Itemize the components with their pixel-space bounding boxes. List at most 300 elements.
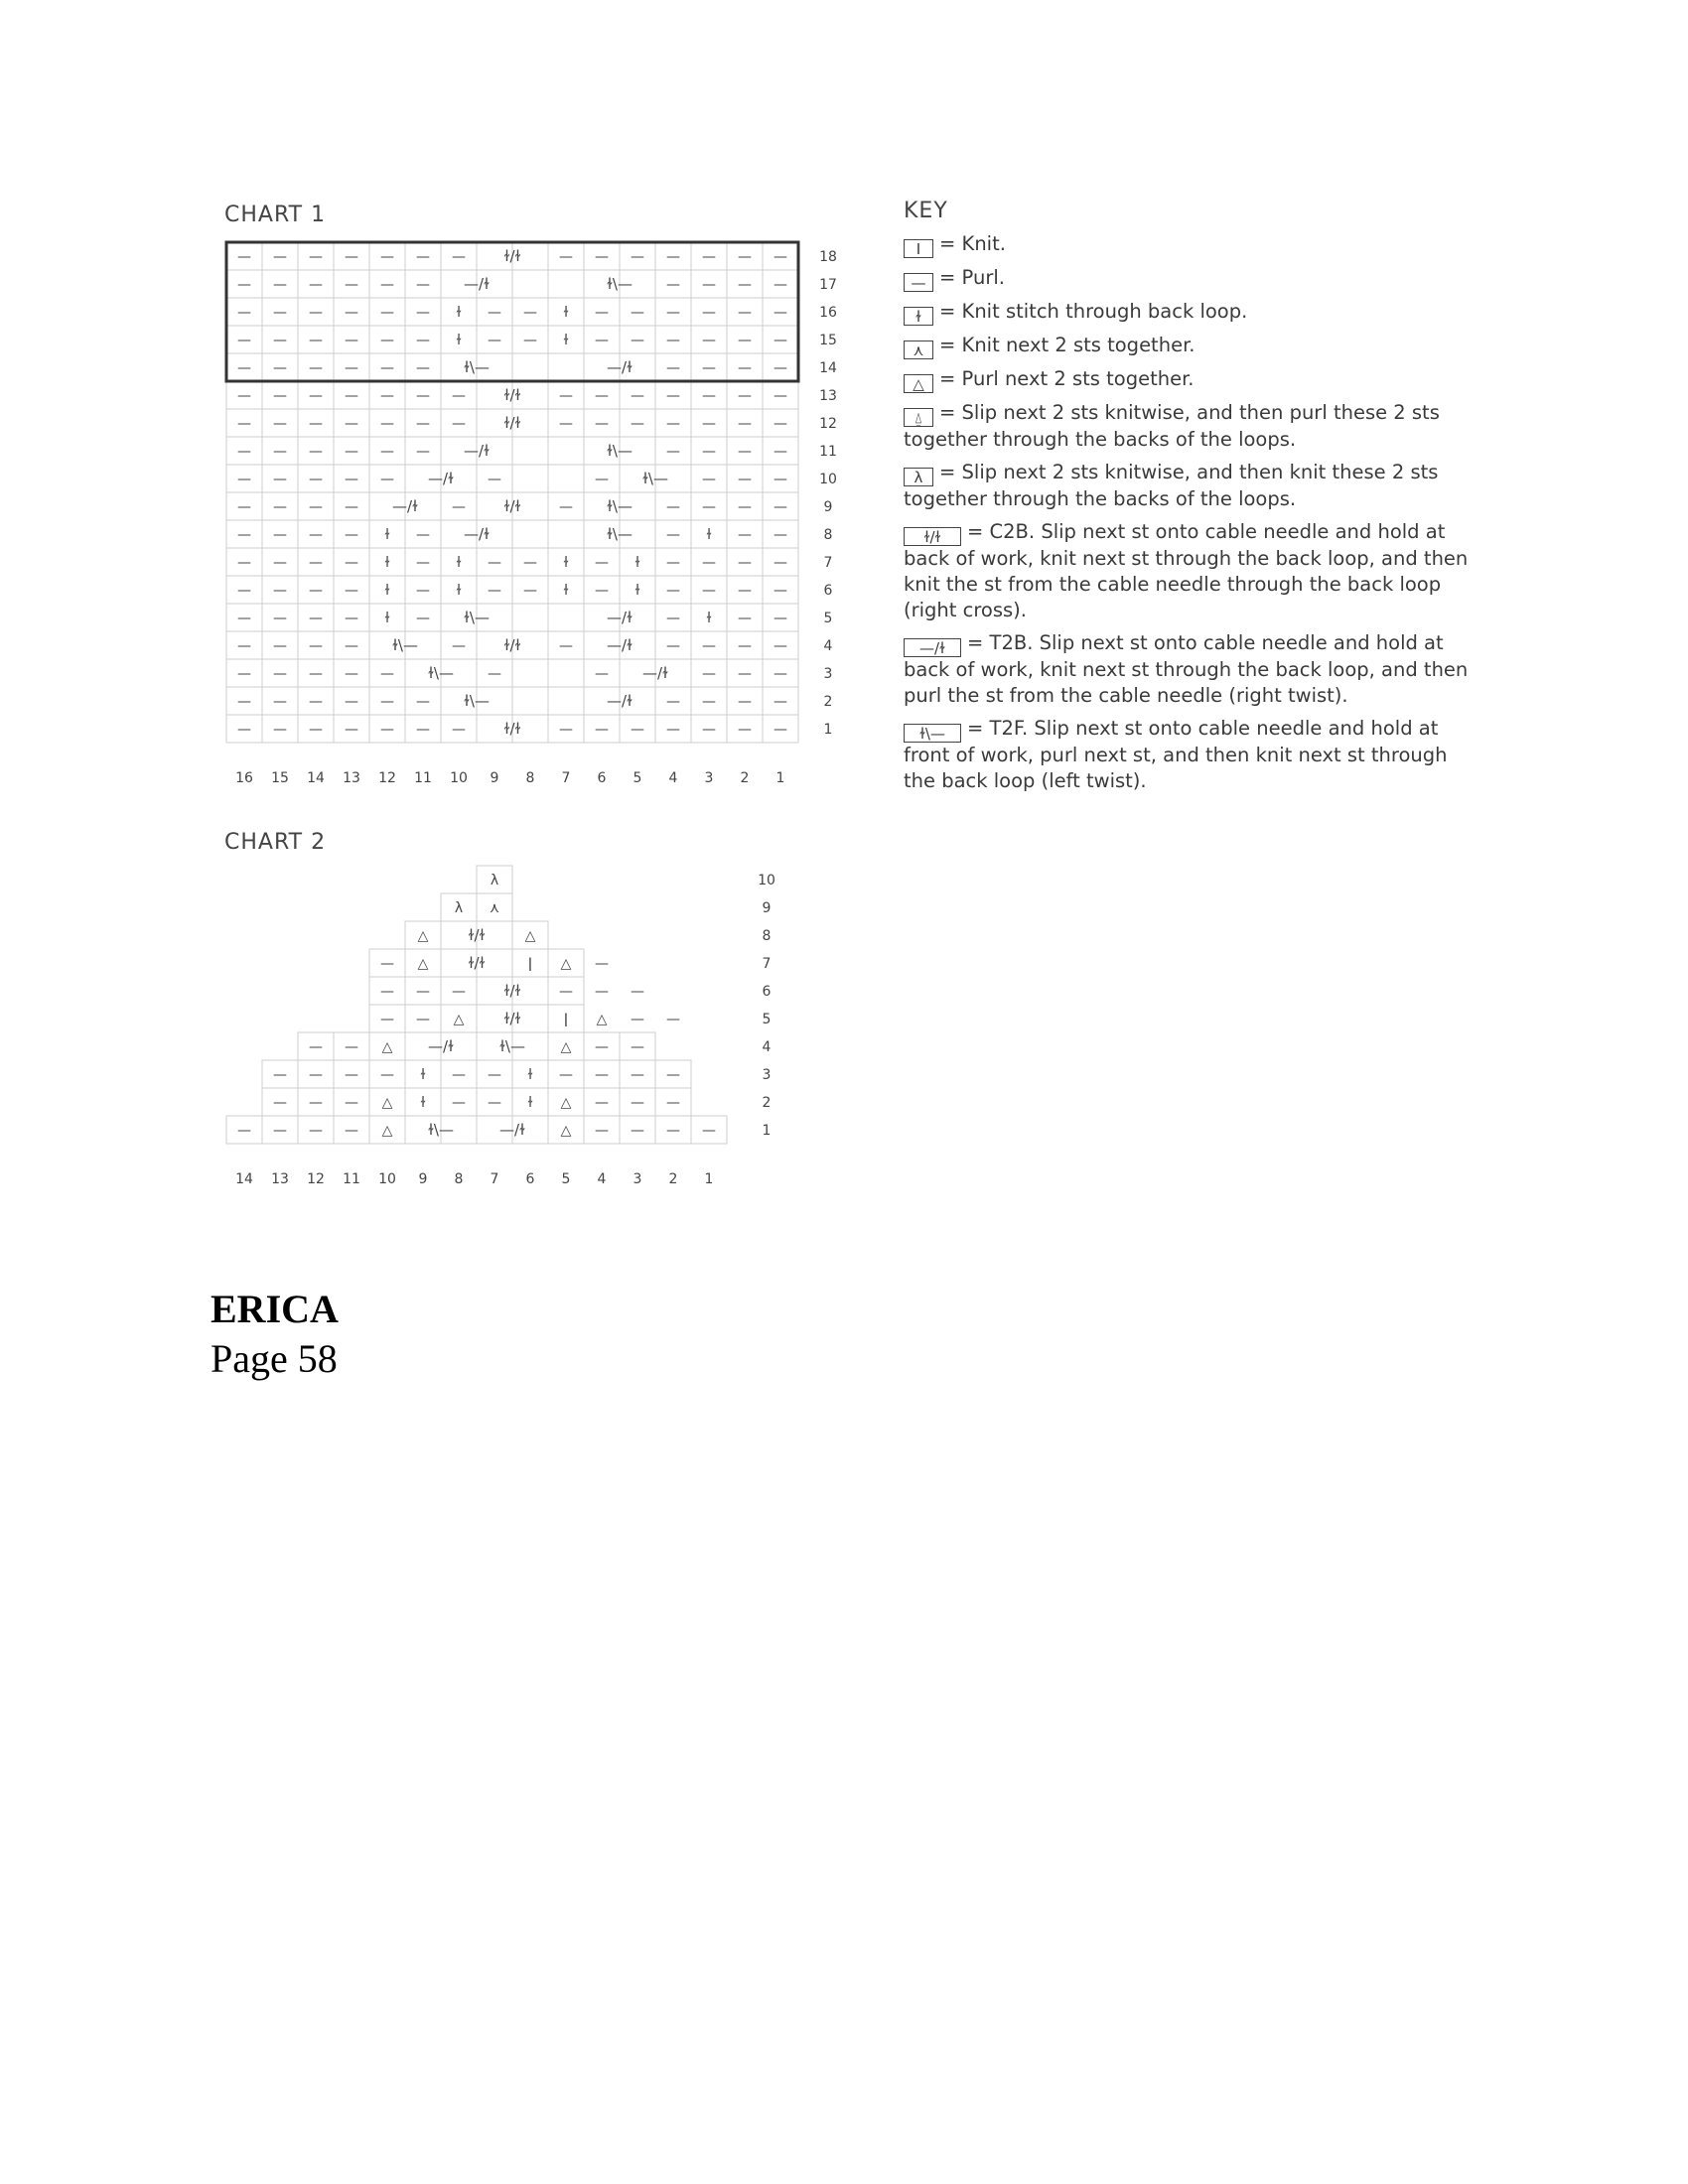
purl-cell: — xyxy=(774,611,787,626)
stitch-cell: λ xyxy=(490,873,499,888)
purl-cell: — xyxy=(774,555,787,571)
cable-symbol-c2b: ɫ/ɫ xyxy=(503,720,521,738)
stitch-cell: — xyxy=(666,1095,680,1111)
ssp-symbol-icon: ⍙ xyxy=(904,408,933,427)
purl-cell: — xyxy=(774,499,787,515)
col-number: 5 xyxy=(561,1171,571,1187)
purl-cell: — xyxy=(738,583,752,599)
purl-cell: — xyxy=(237,611,251,626)
purl-cell: — xyxy=(666,333,680,348)
purl-cell: — xyxy=(309,277,323,293)
purl-cell: — xyxy=(738,499,752,515)
key-legend xyxy=(904,199,1479,801)
purl-cell: — xyxy=(237,555,251,571)
purl-cell: — xyxy=(666,555,680,571)
row-number: 3 xyxy=(762,1067,772,1083)
purl-cell: — xyxy=(595,555,609,571)
key-item-c2b: ɫ/ɫ = C2B. Slip next st onto cable needle and hold at back of work, knit next st through the back loop, and then knit the st from the cable needle through the back loop (right cross). xyxy=(904,520,1469,621)
stitch-cell: — xyxy=(380,956,394,972)
purl-cell: — xyxy=(273,249,287,265)
purl-cell: — xyxy=(237,527,251,543)
purl-cell: — xyxy=(774,388,787,404)
purl-cell: — xyxy=(702,638,716,654)
stitch-cell: — xyxy=(452,984,466,1000)
col-number: 2 xyxy=(740,770,750,786)
row-number: 8 xyxy=(823,527,833,543)
cable-symbol-c2b: ɫ/ɫ xyxy=(503,636,521,654)
stitch-cell: — xyxy=(345,1067,358,1083)
cable-symbol-t2b: —/ɫ xyxy=(464,525,490,543)
knit-tbl-symbol-icon: ɫ xyxy=(904,307,933,326)
stitch-cell: — xyxy=(595,1039,609,1055)
purl-cell: — xyxy=(273,333,287,348)
cable-symbol-t2b: —/ɫ xyxy=(392,497,418,515)
purl-cell: — xyxy=(702,388,716,404)
purl-cell: — xyxy=(452,499,466,515)
purl-cell: — xyxy=(738,666,752,682)
purl-cell: — xyxy=(309,722,323,738)
purl-cell: — xyxy=(416,249,430,265)
knit-tbl-cell: ɫ xyxy=(384,555,390,571)
purl-cell: — xyxy=(345,722,358,738)
stitch-cell: λ xyxy=(454,900,464,916)
stitch-cell: △ xyxy=(524,928,536,944)
knit-symbol-icon: I xyxy=(904,239,933,258)
chart2-grid xyxy=(218,860,794,1187)
purl-cell: — xyxy=(237,444,251,460)
stitch-cell: △ xyxy=(453,1012,465,1027)
purl-cell: — xyxy=(702,472,716,487)
cable-symbol-c2b: ɫ/ɫ xyxy=(503,497,521,515)
purl-cell: — xyxy=(774,416,787,432)
purl-cell: — xyxy=(702,416,716,432)
purl-cell: — xyxy=(309,360,323,376)
knit-tbl-cell: ɫ xyxy=(456,333,462,348)
cable-symbol-t2b: —/ɫ xyxy=(642,664,668,682)
purl-cell: — xyxy=(345,360,358,376)
purl-cell: — xyxy=(309,555,323,571)
stitch-cell: — xyxy=(631,1123,644,1139)
stitch-cell: — xyxy=(309,1039,323,1055)
purl-cell: — xyxy=(309,444,323,460)
purl-cell: — xyxy=(702,360,716,376)
stitch-cell: — xyxy=(345,1095,358,1111)
purl-cell: — xyxy=(452,249,466,265)
purl-cell: — xyxy=(595,472,609,487)
cable-symbol-t2b: —/ɫ xyxy=(428,470,454,487)
purl-cell: — xyxy=(523,555,537,571)
stitch-cell: — xyxy=(559,984,573,1000)
purl-cell: — xyxy=(488,472,501,487)
col-number: 10 xyxy=(378,1171,396,1187)
key-item-ssk: λ = Slip next 2 sts knitwise, and then knit these 2 sts together through the backs of the loops. xyxy=(904,461,1439,510)
purl-cell: — xyxy=(738,722,752,738)
stitch-cell: — xyxy=(273,1067,287,1083)
purl-cell: — xyxy=(595,666,609,682)
row-number: 3 xyxy=(823,666,833,682)
purl-cell: — xyxy=(452,416,466,432)
stitch-cell: △ xyxy=(417,928,429,944)
purl-cell: — xyxy=(345,611,358,626)
purl-cell: — xyxy=(666,305,680,321)
purl-cell: — xyxy=(380,472,394,487)
cable-symbol-t2b: —/ɫ xyxy=(499,1121,525,1139)
purl-cell: — xyxy=(738,333,752,348)
purl-cell: — xyxy=(595,333,609,348)
stitch-cell: — xyxy=(452,1095,466,1111)
purl-cell: — xyxy=(774,638,787,654)
knit-tbl-cell: ɫ xyxy=(456,583,462,599)
cable-symbol-t2f: ɫ\— xyxy=(607,442,633,460)
stitch-cell: — xyxy=(666,1012,680,1027)
stitch-cell: △ xyxy=(596,1012,608,1027)
purl-cell: — xyxy=(237,583,251,599)
col-number: 9 xyxy=(418,1171,428,1187)
purl-cell: — xyxy=(738,638,752,654)
purl-cell: — xyxy=(738,277,752,293)
purl-cell: — xyxy=(273,277,287,293)
stitch-cell: — xyxy=(631,1039,644,1055)
purl-cell: — xyxy=(738,305,752,321)
purl-cell: — xyxy=(631,416,644,432)
stitch-cell: △ xyxy=(560,1039,572,1055)
purl-cell: — xyxy=(488,666,501,682)
purl-cell: — xyxy=(309,333,323,348)
purl-cell: — xyxy=(273,694,287,710)
knit-tbl-cell: ɫ xyxy=(706,611,712,626)
stitch-cell: — xyxy=(666,1067,680,1083)
cable-symbol-t2b: —/ɫ xyxy=(428,1037,454,1055)
stitch-cell: — xyxy=(273,1123,287,1139)
stitch-cell: △ xyxy=(381,1123,393,1139)
purl-cell: — xyxy=(309,388,323,404)
cable-symbol-c2b: ɫ/ɫ xyxy=(503,414,521,432)
purl-cell: — xyxy=(774,527,787,543)
stitch-cell: — xyxy=(595,984,609,1000)
purl-cell: — xyxy=(416,444,430,460)
col-number: 4 xyxy=(597,1171,607,1187)
col-number: 14 xyxy=(307,770,325,786)
purl-cell: — xyxy=(666,499,680,515)
cable-symbol-c2b: ɫ/ɫ xyxy=(468,926,486,944)
cable-symbol-t2b: —/ɫ xyxy=(607,609,633,626)
purl-cell: — xyxy=(273,555,287,571)
purl-cell: — xyxy=(380,249,394,265)
purl-cell: — xyxy=(273,722,287,738)
purl-cell: — xyxy=(237,388,251,404)
stitch-cell: — xyxy=(452,1067,466,1083)
cable-symbol-c2b: ɫ/ɫ xyxy=(503,386,521,404)
purl-cell: — xyxy=(309,305,323,321)
purl-cell: — xyxy=(774,666,787,682)
stitch-cell: — xyxy=(309,1067,323,1083)
stitch-cell: ɫ xyxy=(527,1067,533,1083)
stitch-cell: — xyxy=(702,1123,716,1139)
purl-cell: — xyxy=(380,305,394,321)
purl-cell: — xyxy=(380,388,394,404)
stitch-cell: — xyxy=(237,1123,251,1139)
purl-cell: — xyxy=(237,694,251,710)
cable-symbol-t2f: ɫ\— xyxy=(607,525,633,543)
purl-cell: — xyxy=(345,388,358,404)
stitch-cell: △ xyxy=(560,1123,572,1139)
col-number: 1 xyxy=(775,770,785,786)
key-title: KEY xyxy=(904,199,948,223)
purl-cell: — xyxy=(237,638,251,654)
knit-tbl-cell: ɫ xyxy=(634,555,640,571)
stitch-cell: — xyxy=(631,1095,644,1111)
purl-cell: — xyxy=(559,416,573,432)
cable-symbol-t2f: ɫ\— xyxy=(464,609,490,626)
stitch-cell: △ xyxy=(560,956,572,972)
knit-tbl-cell: ɫ xyxy=(384,611,390,626)
cable-symbol-t2b: —/ɫ xyxy=(607,692,633,710)
col-number: 11 xyxy=(414,770,432,786)
knit-tbl-cell: ɫ xyxy=(456,555,462,571)
purl-cell: — xyxy=(666,388,680,404)
cable-symbol-t2f: ɫ\— xyxy=(428,1121,454,1139)
purl-cell: — xyxy=(666,416,680,432)
purl-cell: — xyxy=(273,499,287,515)
purl-symbol-icon: — xyxy=(904,273,933,292)
row-number: 5 xyxy=(762,1012,772,1027)
cable-symbol-t2f: ɫ\— xyxy=(464,692,490,710)
purl-cell: — xyxy=(273,472,287,487)
purl-cell: — xyxy=(488,583,501,599)
stitch-cell: △ xyxy=(381,1039,393,1055)
key-item-knit: I = Knit. xyxy=(904,231,1479,258)
col-number: 8 xyxy=(525,770,535,786)
purl-cell: — xyxy=(559,638,573,654)
purl-cell: — xyxy=(523,305,537,321)
col-number: 8 xyxy=(454,1171,464,1187)
col-number: 9 xyxy=(490,770,499,786)
row-number: 13 xyxy=(819,388,837,404)
purl-cell: — xyxy=(416,694,430,710)
purl-cell: — xyxy=(702,694,716,710)
col-number: 3 xyxy=(633,1171,642,1187)
stitch-cell: — xyxy=(488,1095,501,1111)
purl-cell: — xyxy=(559,499,573,515)
stitch-cell: ⋏ xyxy=(489,900,500,916)
purl-cell: — xyxy=(237,722,251,738)
purl-cell: — xyxy=(273,388,287,404)
knit-tbl-cell: ɫ xyxy=(563,583,569,599)
stitch-cell: — xyxy=(631,1012,644,1027)
purl-cell: — xyxy=(774,305,787,321)
purl-cell: — xyxy=(738,444,752,460)
purl-cell: — xyxy=(738,611,752,626)
cable-symbol-c2b: ɫ/ɫ xyxy=(503,982,521,1000)
purl-cell: — xyxy=(595,388,609,404)
col-number: 3 xyxy=(704,770,714,786)
purl-cell: — xyxy=(738,694,752,710)
purl-cell: — xyxy=(631,722,644,738)
purl-cell: — xyxy=(488,555,501,571)
purl-cell: — xyxy=(452,638,466,654)
cable-symbol-t2f: ɫ\— xyxy=(499,1037,525,1055)
row-number: 4 xyxy=(823,638,833,654)
knit-tbl-cell: ɫ xyxy=(563,555,569,571)
purl-cell: — xyxy=(774,360,787,376)
col-number: 1 xyxy=(704,1171,714,1187)
purl-cell: — xyxy=(774,472,787,487)
purl-cell: — xyxy=(774,694,787,710)
stitch-cell: — xyxy=(595,1095,609,1111)
purl-cell: — xyxy=(559,722,573,738)
row-number: 9 xyxy=(762,900,772,916)
purl-cell: — xyxy=(273,527,287,543)
key-item-t2b: —/ɫ = T2B. Slip next st onto cable needle and hold at back of work, knit next st through the back loop, and then purl the st from the cable needle (right twist). xyxy=(904,631,1469,707)
purl-cell: — xyxy=(416,555,430,571)
key-item-p2tog: △ = Purl next 2 sts together. xyxy=(904,366,1479,393)
purl-cell: — xyxy=(345,499,358,515)
purl-cell: — xyxy=(774,333,787,348)
col-number: 7 xyxy=(490,1171,499,1187)
purl-cell: — xyxy=(345,638,358,654)
purl-cell: — xyxy=(702,249,716,265)
stitch-cell: △ xyxy=(560,1095,572,1111)
stitch-cell: ǀ xyxy=(527,956,533,972)
purl-cell: — xyxy=(237,360,251,376)
purl-cell: — xyxy=(488,305,501,321)
stitch-cell: — xyxy=(631,984,644,1000)
page-number: Page 58 xyxy=(211,1336,338,1381)
chart1-title: CHART 1 xyxy=(224,203,327,227)
purl-cell: — xyxy=(774,583,787,599)
purl-cell: — xyxy=(774,277,787,293)
knit-tbl-cell: ɫ xyxy=(456,305,462,321)
stitch-cell: — xyxy=(595,1123,609,1139)
stitch-cell: — xyxy=(559,1067,573,1083)
purl-cell: — xyxy=(666,249,680,265)
row-number: 11 xyxy=(819,444,837,460)
row-number: 17 xyxy=(819,277,837,293)
purl-cell: — xyxy=(416,416,430,432)
ssk-symbol-icon: λ xyxy=(904,468,933,486)
purl-cell: — xyxy=(416,722,430,738)
key-item-knit-tbl: ɫ = Knit stitch through back loop. xyxy=(904,299,1479,326)
purl-cell: — xyxy=(309,611,323,626)
cable-symbol-c2b: ɫ/ɫ xyxy=(468,954,486,972)
purl-cell: — xyxy=(595,305,609,321)
purl-cell: — xyxy=(416,277,430,293)
knit-tbl-cell: ɫ xyxy=(384,527,390,543)
row-number: 9 xyxy=(823,499,833,515)
purl-cell: — xyxy=(702,333,716,348)
p2tog-symbol-icon: △ xyxy=(904,374,933,393)
stitch-cell: — xyxy=(309,1123,323,1139)
purl-cell: — xyxy=(631,333,644,348)
row-number: 12 xyxy=(819,416,837,432)
stitch-cell: — xyxy=(666,1123,680,1139)
col-number: 10 xyxy=(450,770,468,786)
cable-symbol-t2b: —/ɫ xyxy=(464,275,490,293)
purl-cell: — xyxy=(380,666,394,682)
key-item-k2tog: ⋏ = Knit next 2 sts together. xyxy=(904,333,1479,359)
col-number: 6 xyxy=(597,770,607,786)
purl-cell: — xyxy=(738,249,752,265)
row-number: 10 xyxy=(758,873,775,888)
stitch-cell: — xyxy=(631,1067,644,1083)
purl-cell: — xyxy=(237,666,251,682)
cable-symbol-c2b: ɫ/ɫ xyxy=(503,247,521,265)
cable-symbol-t2f: ɫ\— xyxy=(464,358,490,376)
chart2-title: CHART 2 xyxy=(224,830,327,855)
row-number: 6 xyxy=(762,984,772,1000)
purl-cell: — xyxy=(380,277,394,293)
row-number: 1 xyxy=(762,1123,772,1139)
purl-cell: — xyxy=(345,277,358,293)
row-number: 16 xyxy=(819,305,837,321)
knit-tbl-cell: ɫ xyxy=(563,305,569,321)
purl-cell: — xyxy=(595,583,609,599)
purl-cell: — xyxy=(237,333,251,348)
key-item-ssp: ⍙ = Slip next 2 sts knitwise, and then purl these 2 sts together through the backs of the loops. xyxy=(904,401,1440,451)
stitch-cell: — xyxy=(380,1012,394,1027)
purl-cell: — xyxy=(595,249,609,265)
purl-cell: — xyxy=(380,722,394,738)
purl-cell: — xyxy=(273,305,287,321)
purl-cell: — xyxy=(273,444,287,460)
purl-cell: — xyxy=(345,249,358,265)
purl-cell: — xyxy=(523,333,537,348)
purl-cell: — xyxy=(237,305,251,321)
purl-cell: — xyxy=(309,499,323,515)
purl-cell: — xyxy=(774,249,787,265)
stitch-cell: — xyxy=(416,984,430,1000)
purl-cell: — xyxy=(666,277,680,293)
purl-cell: — xyxy=(666,527,680,543)
purl-cell: — xyxy=(345,694,358,710)
knit-tbl-cell: ɫ xyxy=(563,333,569,348)
stitch-cell: △ xyxy=(417,956,429,972)
purl-cell: — xyxy=(309,638,323,654)
purl-cell: — xyxy=(273,666,287,682)
purl-cell: — xyxy=(380,694,394,710)
purl-cell: — xyxy=(666,638,680,654)
cable-symbol-t2f: ɫ\— xyxy=(392,636,418,654)
purl-cell: — xyxy=(702,305,716,321)
purl-cell: — xyxy=(345,527,358,543)
cable-symbol-t2f: ɫ\— xyxy=(642,470,668,487)
stitch-cell: — xyxy=(488,1067,501,1083)
purl-cell: — xyxy=(452,722,466,738)
purl-cell: — xyxy=(666,722,680,738)
t2f-symbol-icon: ɫ\— xyxy=(904,724,961,743)
purl-cell: — xyxy=(702,555,716,571)
row-number: 7 xyxy=(762,956,772,972)
purl-cell: — xyxy=(380,333,394,348)
chart1-grid xyxy=(218,236,864,792)
cable-symbol-t2b: —/ɫ xyxy=(607,636,633,654)
col-number: 13 xyxy=(343,770,360,786)
cable-symbol-t2b: —/ɫ xyxy=(607,358,633,376)
purl-cell: — xyxy=(774,444,787,460)
purl-cell: — xyxy=(738,555,752,571)
k2tog-symbol-icon: ⋏ xyxy=(904,341,933,359)
purl-cell: — xyxy=(309,472,323,487)
stitch-cell: — xyxy=(595,956,609,972)
purl-cell: — xyxy=(774,722,787,738)
row-number: 14 xyxy=(819,360,837,376)
cable-symbol-t2b: —/ɫ xyxy=(464,442,490,460)
purl-cell: — xyxy=(631,305,644,321)
purl-cell: — xyxy=(273,360,287,376)
purl-cell: — xyxy=(559,388,573,404)
pattern-title: ERICA xyxy=(211,1287,339,1331)
purl-cell: — xyxy=(666,583,680,599)
